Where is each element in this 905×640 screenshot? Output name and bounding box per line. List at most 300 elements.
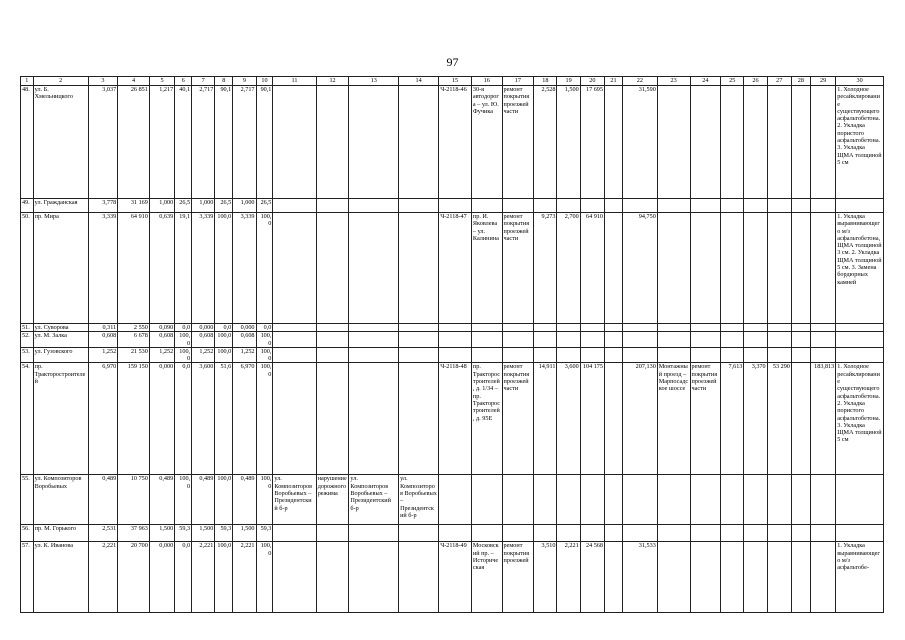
table-cell: ул. Гражданская <box>33 199 88 213</box>
table-cell <box>690 199 721 213</box>
table-cell <box>767 475 791 525</box>
table-cell <box>349 542 399 613</box>
table-cell: ул. Суворова <box>33 324 88 332</box>
table-cell: 104 175 <box>580 363 604 475</box>
table-cell: 3,339 <box>88 213 118 324</box>
table-cell: 40,1 <box>175 86 192 199</box>
table-cell: пр. М. Горького <box>33 525 88 542</box>
table-cell <box>690 332 721 348</box>
table-cell: Московский пр. – Историческая <box>471 542 502 613</box>
table-cell <box>690 525 721 542</box>
table-cell: 51. <box>21 324 34 332</box>
column-number-cell: 5 <box>149 77 174 86</box>
table-cell <box>557 347 580 363</box>
column-number-cell: 23 <box>657 77 690 86</box>
table-cell <box>604 347 622 363</box>
table-cell <box>767 213 791 324</box>
table-cell <box>657 213 690 324</box>
table-cell: ул. К. Иванова <box>33 542 88 613</box>
table-cell: 0,608 <box>149 332 174 348</box>
table-cell <box>836 525 884 542</box>
table-cell <box>580 525 604 542</box>
table-cell <box>534 525 557 542</box>
table-cell <box>791 213 810 324</box>
table-cell <box>622 475 657 525</box>
table-cell: 1,500 <box>149 525 174 542</box>
table-row <box>21 363 884 475</box>
table-cell: 59,3 <box>215 525 233 542</box>
table-cell: 2,700 <box>557 213 580 324</box>
road-repair-table <box>20 76 884 613</box>
table-cell <box>534 332 557 348</box>
table-cell: 100,0 <box>256 332 273 348</box>
table-cell <box>316 542 349 613</box>
table-cell: пр. Мира <box>33 213 88 324</box>
table-cell: 56. <box>21 525 34 542</box>
table-cell: Ч-2118-47 <box>439 213 472 324</box>
column-number-cell: 26 <box>744 77 767 86</box>
table-cell <box>316 324 349 332</box>
table-cell: 0,489 <box>88 475 118 525</box>
table-cell <box>657 324 690 332</box>
table-cell: 55. <box>21 475 34 525</box>
table-cell: Ч-2118-48 <box>439 363 472 475</box>
table-cell: ул. Композиторов Воробьевых <box>33 475 88 525</box>
column-number-cell: 28 <box>791 77 810 86</box>
table-cell <box>690 86 721 199</box>
table-cell <box>502 332 534 348</box>
table-cell <box>767 324 791 332</box>
table-cell: 26 851 <box>118 86 150 199</box>
table-cell <box>744 347 767 363</box>
table-cell: 3,339 <box>233 213 256 324</box>
table-cell: 100,0 <box>256 363 273 475</box>
table-cell: 1,252 <box>88 347 118 363</box>
table-cell <box>534 324 557 332</box>
table-cell: 100,0 <box>215 347 233 363</box>
table-cell: 49. <box>21 199 34 213</box>
table-cell: 100,0 <box>256 475 273 525</box>
table-cell <box>721 347 744 363</box>
table-cell: 26,5 <box>215 199 233 213</box>
table-cell: 59,3 <box>175 525 192 542</box>
table-cell: 26,5 <box>256 199 273 213</box>
table-cell <box>810 213 835 324</box>
column-number-cell: 16 <box>471 77 502 86</box>
table-cell: 3,339 <box>192 213 215 324</box>
table-cell: 1. Укладка выравнивающего м/з асфальтобетона, ЩМА толщиной 3 см. 2. Укладка ЩМА толщиной 5 см. 3. Замена бордюрных камней <box>836 213 884 324</box>
table-cell <box>604 332 622 348</box>
table-cell <box>657 199 690 213</box>
table-cell: 14,911 <box>534 363 557 475</box>
table-cell <box>502 199 534 213</box>
table-cell: 48. <box>21 86 34 199</box>
table-cell: 100,0 <box>175 347 192 363</box>
table-cell: пр. Тракторостроителей <box>33 363 88 475</box>
table-cell <box>767 86 791 199</box>
table-row <box>21 199 884 213</box>
table-cell: 1,217 <box>149 86 174 199</box>
table-cell <box>471 199 502 213</box>
table-cell: 0,0 <box>256 324 273 332</box>
table-cell <box>273 525 316 542</box>
table-cell: 1,252 <box>149 347 174 363</box>
table-cell: ремонт покрытия проезжей <box>502 542 534 613</box>
table-cell <box>604 542 622 613</box>
table-cell <box>836 347 884 363</box>
table-cell <box>604 213 622 324</box>
table-cell <box>349 363 399 475</box>
table-cell <box>604 525 622 542</box>
table-cell <box>767 542 791 613</box>
table-cell <box>690 347 721 363</box>
table-cell: Монтажный проезд – Марпосадское шоссе <box>657 363 690 475</box>
table-cell <box>791 347 810 363</box>
table-cell: 57. <box>21 542 34 613</box>
table-cell <box>349 324 399 332</box>
table-cell: 52. <box>21 332 34 348</box>
table-cell <box>399 324 439 332</box>
table-cell <box>471 332 502 348</box>
table-cell <box>316 363 349 475</box>
table-cell <box>349 199 399 213</box>
table-cell <box>399 347 439 363</box>
table-cell: 59,3 <box>256 525 273 542</box>
column-number-cell: 30 <box>836 77 884 86</box>
table-cell <box>580 199 604 213</box>
table-cell <box>810 475 835 525</box>
table-cell: 3,778 <box>88 199 118 213</box>
table-cell: 1,000 <box>149 199 174 213</box>
table-cell: 100,0 <box>175 332 192 348</box>
table-cell <box>557 525 580 542</box>
column-number-cell: 3 <box>88 77 118 86</box>
table-cell <box>744 86 767 199</box>
table-cell: ул. Гузовского <box>33 347 88 363</box>
table-cell: 0,489 <box>233 475 256 525</box>
table-cell: пр. И. Яковлева – ул. Калинина <box>471 213 502 324</box>
table-cell <box>767 525 791 542</box>
table-cell <box>767 332 791 348</box>
table-cell: ремонт покрытия проезжей части <box>502 213 534 324</box>
table-cell <box>810 199 835 213</box>
table-cell <box>534 475 557 525</box>
table-cell <box>657 475 690 525</box>
table-cell <box>439 347 472 363</box>
table-cell <box>534 199 557 213</box>
table-cell: 90,1 <box>256 86 273 199</box>
table-cell <box>721 324 744 332</box>
table-cell <box>810 542 835 613</box>
column-number-cell: 20 <box>580 77 604 86</box>
table-cell: 26,5 <box>175 199 192 213</box>
column-number-cell: 14 <box>399 77 439 86</box>
table-cell <box>810 86 835 199</box>
table-cell: 100,0 <box>215 475 233 525</box>
table-cell: 2,221 <box>88 542 118 613</box>
table-cell <box>604 363 622 475</box>
table-row <box>21 213 884 324</box>
table-cell: 1,500 <box>192 525 215 542</box>
table-cell <box>580 475 604 525</box>
table-cell <box>349 213 399 324</box>
table-cell <box>557 475 580 525</box>
table-cell <box>502 475 534 525</box>
table-cell: ул. М. Залка <box>33 332 88 348</box>
table-cell <box>471 324 502 332</box>
table-cell: 6,970 <box>88 363 118 475</box>
table-cell <box>836 332 884 348</box>
table-cell <box>273 332 316 348</box>
table-cell: 2 550 <box>118 324 150 332</box>
table-cell <box>690 213 721 324</box>
table-cell: 0,311 <box>88 324 118 332</box>
table-cell: ул. Б. Хмельницкого <box>33 86 88 199</box>
table-cell <box>471 525 502 542</box>
table-cell: 1. Холодное ресайклирование существующего асфальтобетона. 2. Укладка пористого асфальтобетона. 3. Укладка ЩМА толщиной 5 см <box>836 363 884 475</box>
column-number-cell: 13 <box>349 77 399 86</box>
table-cell: 100,0 <box>256 213 273 324</box>
table-cell: 2,531 <box>88 525 118 542</box>
table-row <box>21 324 884 332</box>
table-cell <box>502 324 534 332</box>
table-cell <box>767 347 791 363</box>
table-row <box>21 542 884 613</box>
table-cell <box>791 525 810 542</box>
table-cell <box>439 475 472 525</box>
table-cell: 64 910 <box>580 213 604 324</box>
table-cell <box>791 542 810 613</box>
table-cell <box>604 475 622 525</box>
table-cell <box>810 332 835 348</box>
column-number-cell: 22 <box>622 77 657 86</box>
table-cell <box>744 199 767 213</box>
table-cell: 0,0 <box>175 542 192 613</box>
table-cell <box>810 525 835 542</box>
table-cell: 30-я автодорога – ул. Ю. Фучика <box>471 86 502 199</box>
column-number-cell: 24 <box>690 77 721 86</box>
table-cell: 0,0 <box>175 324 192 332</box>
table-cell: ремонт покрытия проезжей части <box>502 363 534 475</box>
table-cell: 2,221 <box>192 542 215 613</box>
table-cell: 0,000 <box>149 542 174 613</box>
table-cell <box>721 213 744 324</box>
table-cell: 3,370 <box>744 363 767 475</box>
table-cell: 31,533 <box>622 542 657 613</box>
table-cell <box>810 347 835 363</box>
table-cell: 0,0 <box>175 363 192 475</box>
table-cell: 159 150 <box>118 363 150 475</box>
table-cell: 1,000 <box>192 199 215 213</box>
table-cell: ул. Композиторов Воробьевых – Президентский б-р <box>399 475 439 525</box>
table-cell: 94,750 <box>622 213 657 324</box>
table-cell <box>791 199 810 213</box>
table-cell: 183,813 <box>810 363 835 475</box>
table-cell: 1,000 <box>233 199 256 213</box>
table-cell <box>316 332 349 348</box>
table-cell: 0,608 <box>192 332 215 348</box>
table-cell: 3,037 <box>88 86 118 199</box>
table-cell <box>399 199 439 213</box>
table-cell: 3,510 <box>534 542 557 613</box>
table-cell <box>836 475 884 525</box>
table-cell <box>791 86 810 199</box>
table-cell <box>657 347 690 363</box>
table-cell: 19,1 <box>175 213 192 324</box>
table-cell: 2,221 <box>233 542 256 613</box>
table-cell <box>471 475 502 525</box>
column-number-cell: 11 <box>273 77 316 86</box>
table-cell <box>721 332 744 348</box>
table-cell <box>604 324 622 332</box>
table-cell: 100,0 <box>215 213 233 324</box>
table-row <box>21 86 884 199</box>
table-cell: 100,0 <box>256 347 273 363</box>
column-number-cell: 7 <box>192 77 215 86</box>
table-cell: 90,1 <box>215 86 233 199</box>
table-cell <box>399 525 439 542</box>
table-cell: 207,130 <box>622 363 657 475</box>
column-number-cell: 2 <box>33 77 88 86</box>
table-cell <box>273 199 316 213</box>
table-cell <box>791 324 810 332</box>
table-row <box>21 475 884 525</box>
table-cell <box>557 199 580 213</box>
table-cell <box>399 213 439 324</box>
table-cell <box>557 332 580 348</box>
table-cell <box>791 363 810 475</box>
table-cell: нарушение дорожного режима <box>316 475 349 525</box>
table-cell: 1,252 <box>192 347 215 363</box>
table-cell: 37 963 <box>118 525 150 542</box>
table-cell: Ч-2118-46 <box>439 86 472 199</box>
table-cell: 3,600 <box>192 363 215 475</box>
table-cell: 100,0 <box>215 332 233 348</box>
table-cell: 1. Холодное ресайклирование существующего асфальтобетона. 2. Укладка пористого асфальтобетона. 3. Укладка ЩМА толщиной 5 см <box>836 86 884 199</box>
column-number-cell: 19 <box>557 77 580 86</box>
table-row <box>21 332 884 348</box>
table-cell <box>502 347 534 363</box>
table-cell: 0,0 <box>215 324 233 332</box>
table-cell: 1,500 <box>557 86 580 199</box>
table-cell <box>744 525 767 542</box>
table-cell: ул. Композиторов Воробьевых – Президентский б-р <box>349 475 399 525</box>
table-cell <box>836 324 884 332</box>
table-cell <box>721 475 744 525</box>
table-cell: 31,590 <box>622 86 657 199</box>
table-cell: пр. Тракторостроителей, д. 1/34 – пр. Тракторостроителей, д. 95Е <box>471 363 502 475</box>
table-cell: 10 750 <box>118 475 150 525</box>
table-cell: 2,221 <box>557 542 580 613</box>
table-cell <box>622 199 657 213</box>
table-cell: 31 169 <box>118 199 150 213</box>
column-number-cell: 10 <box>256 77 273 86</box>
table-cell <box>810 324 835 332</box>
table-cell <box>622 525 657 542</box>
table-cell <box>744 332 767 348</box>
table-cell: 0,489 <box>149 475 174 525</box>
column-number-cell: 27 <box>767 77 791 86</box>
table-cell <box>744 542 767 613</box>
table-cell <box>744 475 767 525</box>
table-cell <box>721 525 744 542</box>
table-cell <box>721 542 744 613</box>
column-number-cell: 8 <box>215 77 233 86</box>
table-cell <box>657 86 690 199</box>
table-cell: 51,6 <box>215 363 233 475</box>
table-cell <box>273 347 316 363</box>
table-cell <box>273 363 316 475</box>
table-cell <box>439 525 472 542</box>
table-cell <box>349 347 399 363</box>
table-cell <box>349 525 399 542</box>
column-number-cell: 25 <box>721 77 744 86</box>
column-number-row <box>21 77 884 86</box>
table-cell: 100,0 <box>175 475 192 525</box>
table-cell: 0,489 <box>192 475 215 525</box>
table-cell <box>580 347 604 363</box>
table-cell <box>721 86 744 199</box>
table-cell: 9,273 <box>534 213 557 324</box>
table-row <box>21 347 884 363</box>
column-number-cell: 4 <box>118 77 150 86</box>
table-cell: 0,000 <box>192 324 215 332</box>
table-cell: 0,090 <box>149 324 174 332</box>
table-cell <box>690 542 721 613</box>
table-cell <box>439 332 472 348</box>
table-cell: 100,0 <box>256 542 273 613</box>
table-cell <box>349 86 399 199</box>
table-cell <box>399 86 439 199</box>
table-cell <box>580 324 604 332</box>
column-number-cell: 12 <box>316 77 349 86</box>
column-number-cell: 29 <box>810 77 835 86</box>
table-cell <box>439 324 472 332</box>
table-cell: 0,000 <box>233 324 256 332</box>
table-cell <box>557 324 580 332</box>
table-cell: 0,608 <box>88 332 118 348</box>
table-cell <box>273 542 316 613</box>
table-cell <box>604 199 622 213</box>
table-cell <box>767 199 791 213</box>
table-cell: 6 678 <box>118 332 150 348</box>
table-cell: 17 695 <box>580 86 604 199</box>
table-cell <box>744 324 767 332</box>
table-cell: 50. <box>21 213 34 324</box>
table-cell <box>316 199 349 213</box>
table-cell: 1,252 <box>233 347 256 363</box>
table-cell <box>349 332 399 348</box>
table-cell <box>657 332 690 348</box>
table-cell <box>690 475 721 525</box>
column-number-cell: 9 <box>233 77 256 86</box>
table-cell <box>580 332 604 348</box>
table-cell: 6,970 <box>233 363 256 475</box>
table-row <box>21 525 884 542</box>
table-cell <box>791 332 810 348</box>
table-cell: 53. <box>21 347 34 363</box>
column-number-cell: 15 <box>439 77 472 86</box>
table-cell: 100,0 <box>215 542 233 613</box>
table-cell: ул. Композиторов Воробьевых – Президентский б-р <box>273 475 316 525</box>
table-cell: 24 568 <box>580 542 604 613</box>
table-cell <box>273 324 316 332</box>
table-cell <box>721 199 744 213</box>
table-cell: 0,608 <box>233 332 256 348</box>
table-cell: 7,613 <box>721 363 744 475</box>
table-cell <box>657 542 690 613</box>
table-cell <box>502 525 534 542</box>
